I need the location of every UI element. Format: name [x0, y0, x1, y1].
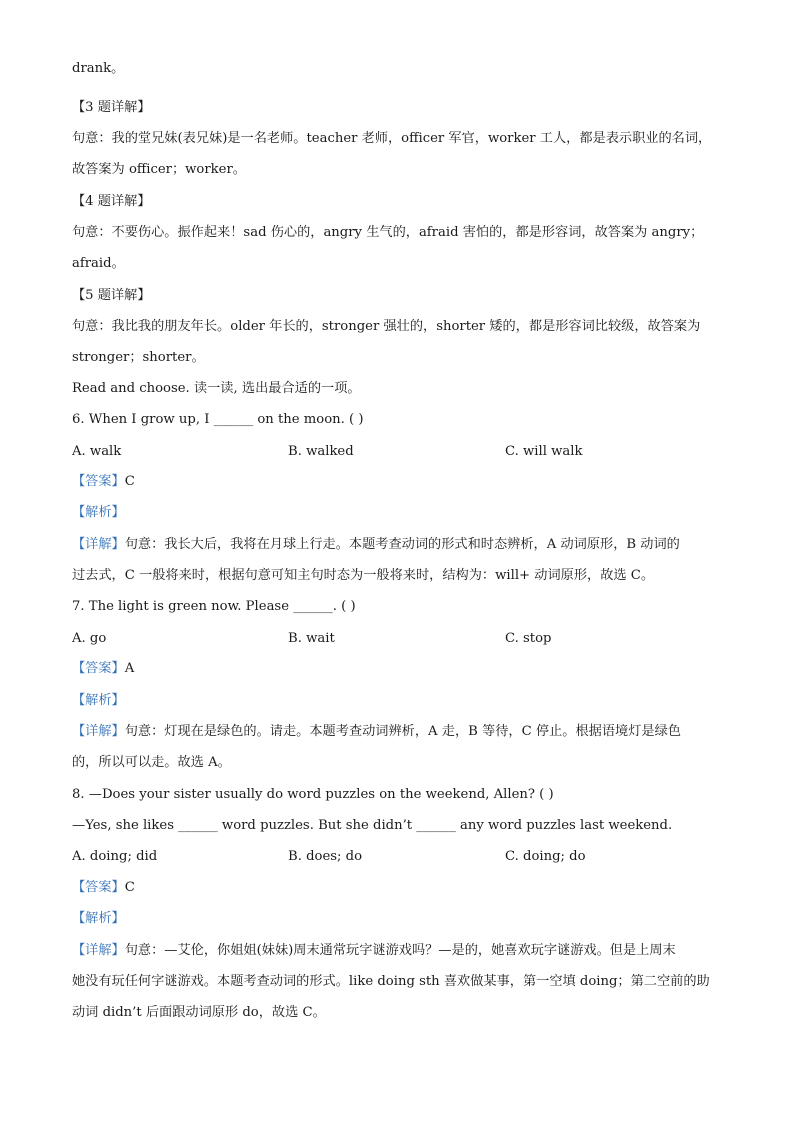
question-6-stem: 6. When I grow up, I ______ on the moon. ( ) [72, 412, 364, 427]
text-line: 句意：不要伤心。振作起来！sad 伤心的，angry 生气的，afraid 害怕的，都是形容词，故答案为 angry； [72, 225, 704, 240]
question-7-answer [72, 660, 134, 678]
question-7-option-c: C. stop [505, 631, 552, 646]
question-7-detail-cont: 的，所以可以走。故选 A。 [72, 755, 231, 770]
question-7-option-a: A. go [72, 631, 107, 646]
question-8-stem-cont: —Yes, she likes ______ word puzzles. But she didn’t ______ any word puzzles last weekend. [72, 818, 673, 833]
question-8-stem: 8. —Does your sister usually do word puzzles on the weekend, Allen? ( ) [72, 787, 554, 802]
detail-text: 句意：—艾伦，你姐姐(妹妹)周末通常玩字谜游戏吗？—是的，她喜欢玩字谜游戏。但是上周末 [124, 943, 676, 958]
question-8-answer [72, 879, 135, 897]
answer-value: C [124, 474, 135, 489]
answer-label: 【答案】 [72, 661, 125, 676]
text-line: afraid。 [72, 256, 125, 271]
text-line: 故答案为 officer；worker。 [72, 162, 246, 177]
question-7-analysis-label: 【解析】 [72, 693, 125, 708]
detail-text: 句意：灯现在是绿色的。请走。本题考查动词辨析，A 走，B 等待，C 停止。根据语境灯是绿色 [124, 724, 681, 739]
text-line: 句意：我的堂兄妹(表兄妹)是一名老师。teacher 老师，officer 军官，worker 工人，都是表示职业的名词， [72, 131, 712, 146]
instruction-line: Read and choose. 读一读, 选出最合适的一项。 [72, 381, 361, 396]
question-8-detail [72, 942, 676, 960]
question-6-option-c: C. will walk [505, 444, 583, 459]
question-7-detail [72, 723, 681, 741]
section-heading-q3: 【3 题详解】 [72, 100, 151, 115]
question-6-analysis-label: 【解析】 [72, 505, 125, 520]
question-8-option-a: A. doing; did [72, 849, 158, 864]
question-6-option-b: B. walked [288, 444, 354, 459]
text-line: 句意：我比我的朋友年长。older 年长的，stronger 强壮的，shorter 矮的，都是形容词比较级，故答案为 [72, 319, 701, 334]
question-6-detail [72, 536, 680, 554]
text-line: drank。 [72, 61, 125, 76]
section-heading-q4: 【4 题详解】 [72, 194, 151, 209]
detail-label: 【详解】 [72, 724, 125, 739]
question-6-option-a: A. walk [72, 444, 122, 459]
text-line: stronger；shorter。 [72, 350, 205, 365]
detail-label: 【详解】 [72, 943, 125, 958]
question-6-answer [72, 473, 135, 491]
question-7-stem: 7. The light is green now. Please ______. ( ) [72, 599, 356, 614]
question-8-analysis-label: 【解析】 [72, 911, 125, 926]
question-8-detail-cont: 她没有玩任何字谜游戏。本题考查动词的形式。like doing sth 喜欢做某事，第一空填 doing；第二空前的助 [72, 974, 710, 989]
question-7-option-b: B. wait [288, 631, 335, 646]
question-8-detail-cont: 动词 didn’t 后面跟动词原形 do，故选 C。 [72, 1005, 326, 1020]
answer-value: C [124, 880, 135, 895]
answer-label: 【答案】 [72, 474, 125, 489]
answer-label: 【答案】 [72, 880, 125, 895]
detail-label: 【详解】 [72, 537, 125, 552]
answer-value: A [124, 661, 135, 676]
section-heading-q5: 【5 题详解】 [72, 288, 151, 303]
detail-text: 句意：我长大后，我将在月球上行走。本题考查动词的形式和时态辨析，A 动词原形，B 动词的 [124, 537, 680, 552]
question-6-detail-cont: 过去式，C 一般将来时，根据句意可知主句时态为一般将来时，结构为：will+ 动词原形，故选 C。 [72, 568, 655, 583]
question-8-option-c: C. doing; do [505, 849, 586, 864]
question-8-option-b: B. does; do [288, 849, 363, 864]
